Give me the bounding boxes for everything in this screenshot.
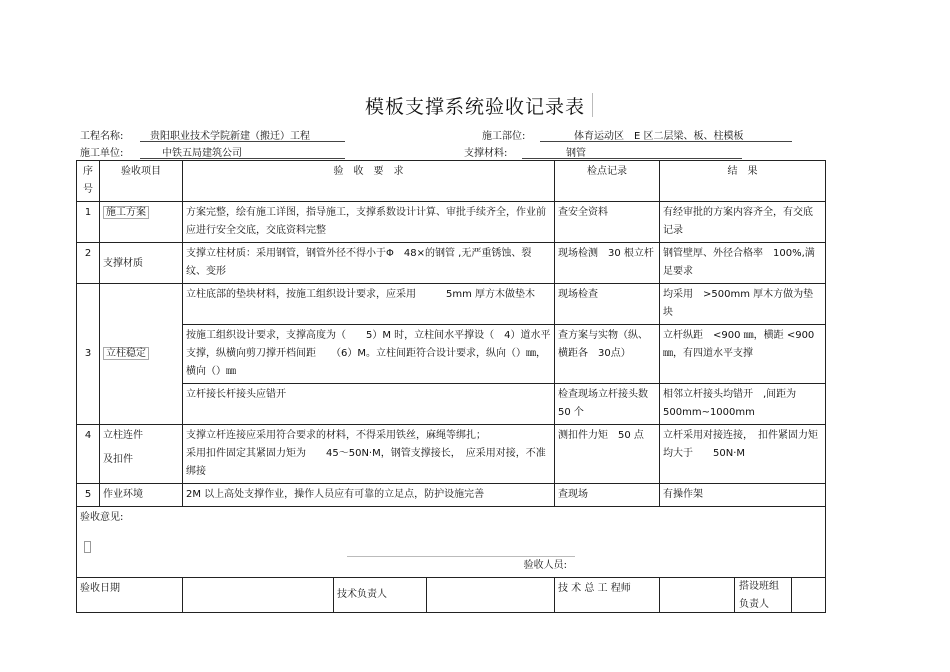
location-value: 体育运动区 E 区二层梁、板、柱模板 [574,131,744,142]
title-divider [592,93,593,117]
row-no: 1 [77,202,100,243]
header-requirement: 验 收 要 求 [183,161,555,202]
row-check: 测扣件力矩 50 点 [555,425,660,484]
table-subrow [77,384,826,425]
table-row [77,484,826,507]
row-item: 作业环境 [100,484,183,507]
table-subrow [77,325,826,384]
row-requirement-c: 立杆接长杆接头应错开 [183,384,555,425]
row-no: 5 [77,484,100,507]
row-result: 有经审批的方案内容齐全，有交底记录 [660,202,826,243]
item-label: 支撑材质 [103,258,143,269]
row-item [100,425,183,484]
unit-label: 施工单位: [80,148,124,159]
row-requirement: 方案完整，绘有施工详图，指导施工，支撑系数设计计算、审批手续齐全，作业前应进行安全交底，交底资料完整 [183,202,555,243]
project-underline [140,141,345,142]
row-requirement-a: 立柱底部的垫块材料，按施工组织设计要求，应采用 5mm 厚方木做垫木 [183,284,555,325]
header-result: 结 果 [660,161,826,202]
table-header-row [77,161,826,202]
location-label: 施工部位: [482,131,526,142]
row-check: 现场检测 30 根立杆 [555,243,660,284]
project-value: 贵阳职业技术学院新建（搬迁）工程 [150,131,310,142]
opinion-row [77,507,826,578]
item-label-b: 及扣件 [103,454,133,465]
material-underline [522,158,742,159]
row-result: 有操作架 [660,484,826,507]
row-check-a: 现场检查 [555,284,660,325]
sign-date-value [183,578,334,612]
row-requirement: 2M 以上高处支撑作业，操作人员应有可靠的立足点，防护设施完善 [183,484,555,507]
item-label: 施工方案 [103,206,149,219]
table-row [77,425,826,484]
row-item [100,243,183,284]
row-requirement-b: 按施工组织设计要求，支撑高度为（ 5）M 时，立柱间水平撑设（ 4）道水平支撑，纵横向剪刀撑开档间距 （6）M。立柱间距符合设计要求，纵向（）㎜，横向（）㎜ [183,325,555,384]
row-check: 查现场 [555,484,660,507]
sign-team-cell [660,578,826,613]
unit-value: 中铁五局建筑公司 [162,148,242,159]
row-no: 3 [77,284,100,425]
row-check: 查安全资料 [555,202,660,243]
opinion-cell [77,507,826,578]
location-underline [540,141,792,142]
unit-underline [140,158,345,159]
item-label: 立柱稳定 [103,347,149,360]
opinion-label: 验收意见: [80,512,124,523]
form-title: 模板支撑系统验收记录表 [364,96,585,118]
header-item: 验收项目 [100,161,183,202]
table-row [77,202,826,243]
opinion-marker [84,541,91,553]
row-item [100,284,183,425]
row-no: 4 [77,425,100,484]
sign-date-label: 验收日期 [77,578,183,613]
item-label-a: 立柱连件 [103,430,143,441]
requirement-line-b: 采用扣件固定其紧固力矩为 45～50N·M，钢管支撑接长， 应采用对接，不准绑接 [186,448,546,477]
row-item [100,202,183,243]
signature-row [77,578,826,613]
row-result-a: 均采用 >500mm 厚木方做为垫块 [660,284,826,325]
material-label: 支撑材料: [464,148,508,159]
sign-chief-value [660,578,735,612]
project-label: 工程名称: [80,131,124,142]
header-check: 检点记录 [555,161,660,202]
inspector-label: 验收人员: [347,556,575,575]
sign-middle-cell [183,578,555,613]
row-requirement [183,425,555,484]
table-row [77,243,826,284]
row-no: 2 [77,243,100,284]
row-result: 钢管壁厚、外径合格率 100%,满足要求 [660,243,826,284]
sign-tech-label: 技术负责人 [334,578,427,612]
sign-team-value [792,578,825,612]
table-row [77,284,826,325]
material-value: 钢管 [566,148,586,159]
row-result-b: 立杆纵距 <900 ㎜，横距 <900 ㎜，有四道水平支撑 [660,325,826,384]
sign-team-label: 搭设班组负责人 [735,578,792,612]
row-check-b: 查方案与实物（纵、横距各 30点） [555,325,660,384]
row-check-c: 检查现场立杆接头数 50 个 [555,384,660,425]
header-no: 序号 [77,161,100,202]
row-requirement: 支撑立柱材质：采用钢管，钢管外径不得小于Φ 48×的钢管 ,无严重锈蚀、裂纹、变形 [183,243,555,284]
sign-tech-value [427,578,554,612]
row-result: 立杆采用对接连接， 扣件紧固力矩均大于 50N·M [660,425,826,484]
acceptance-table [76,160,826,613]
sign-chief-label: 技 术 总 工 程师 [555,578,660,613]
requirement-line-a: 支撑立杆连接应采用符合要求的材料，不得采用铁丝，麻绳等绑扎； [186,430,486,441]
row-result-c: 相邻立杆接头均错开 ,间距为 500mm~1000mm [660,384,826,425]
